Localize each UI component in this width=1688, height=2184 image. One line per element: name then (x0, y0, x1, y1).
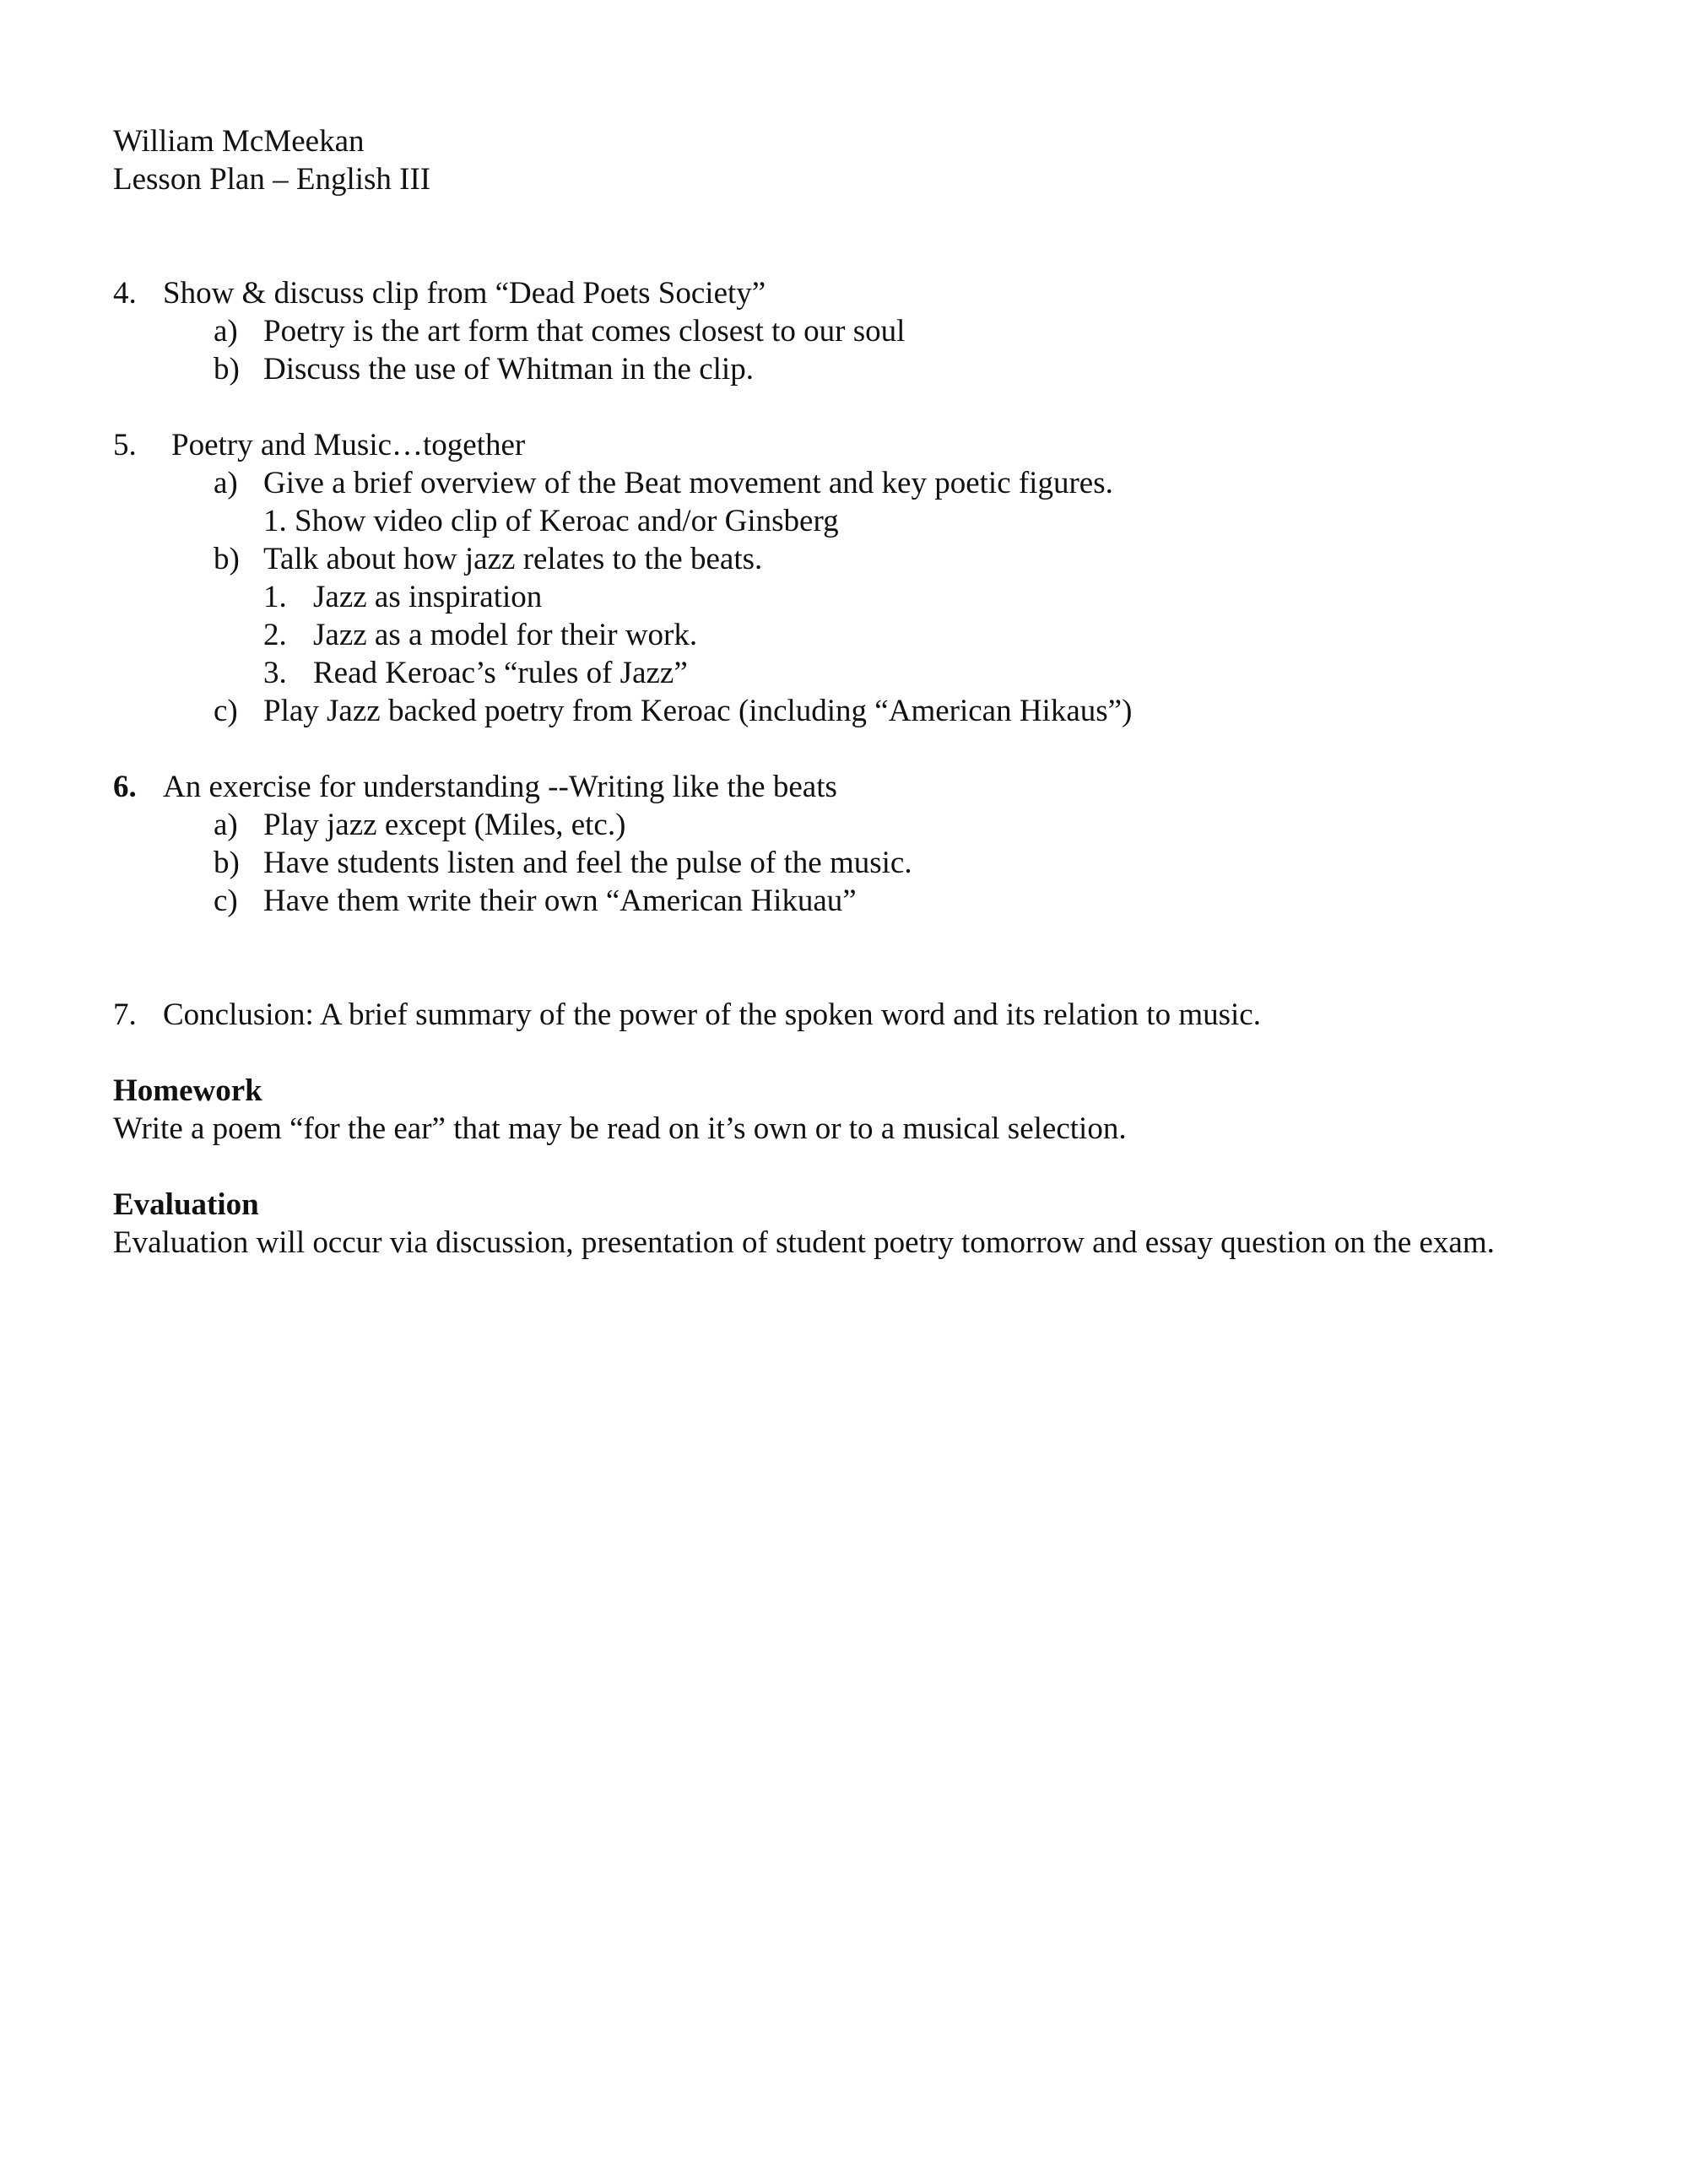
section-7-number: 7. (113, 997, 137, 1032)
section-5-item-a-sub-1: 1. Show video clip of Keroac and/or Ginsberg (263, 504, 839, 538)
section-4-item-b-marker: b) (214, 352, 240, 387)
section-5-item-b-sub-3-marker: 3. (263, 656, 287, 690)
section-6-item-b-marker: b) (214, 846, 240, 880)
section-5-item-b: Talk about how jazz relates to the beats. (263, 542, 763, 576)
section-5-number: 5. (113, 428, 137, 462)
evaluation-heading: Evaluation (113, 1187, 259, 1222)
section-5-item-b-sub-3: Read Keroac’s “rules of Jazz” (313, 656, 688, 690)
document-subtitle: Lesson Plan – English III (113, 162, 431, 197)
section-5-item-b-marker: b) (214, 542, 240, 576)
section-4-number: 4. (113, 276, 137, 311)
section-7-conclusion: Conclusion: A brief summary of the power of the spoken word and its relation to music. (163, 997, 1261, 1032)
section-4-item-b: Discuss the use of Whitman in the clip. (263, 352, 754, 387)
section-5-item-b-sub-1-marker: 1. (263, 580, 287, 614)
section-6-item-c-marker: c) (214, 884, 238, 918)
homework-text: Write a poem “for the ear” that may be read on it’s own or to a musical selection. (113, 1111, 1127, 1146)
section-6-item-c: Have them write their own “American Hikuau” (263, 884, 857, 918)
section-4-item-a-marker: a) (214, 314, 238, 349)
section-4-item-a: Poetry is the art form that comes closest to our soul (263, 314, 906, 349)
section-5-item-b-sub-2-marker: 2. (263, 618, 287, 652)
evaluation-text: Evaluation will occur via discussion, presentation of student poetry tomorrow and essay question on the exam. (113, 1225, 1495, 1260)
section-5-item-b-sub-1: Jazz as inspiration (313, 580, 543, 614)
section-4-heading: Show & discuss clip from “Dead Poets Society” (163, 276, 766, 311)
section-6-heading: An exercise for understanding --Writing like the beats (163, 770, 837, 804)
section-6-item-b: Have students listen and feel the pulse of the music. (263, 846, 912, 880)
section-5-item-a: Give a brief overview of the Beat movement and key poetic figures. (263, 466, 1113, 500)
section-5-item-c-marker: c) (214, 694, 238, 728)
homework-heading: Homework (113, 1073, 262, 1108)
section-6-number: 6. (113, 770, 137, 804)
section-5-item-a-marker: a) (214, 466, 238, 500)
section-5-heading: Poetry and Music…together (171, 428, 526, 462)
section-5-item-b-sub-2: Jazz as a model for their work. (313, 618, 698, 652)
author-name: William McMeekan (113, 124, 365, 159)
section-5-item-c: Play Jazz backed poetry from Keroac (including “American Hikaus”) (263, 694, 1133, 728)
section-6-item-a-marker: a) (214, 808, 238, 842)
section-6-item-a: Play jazz except (Miles, etc.) (263, 808, 626, 842)
